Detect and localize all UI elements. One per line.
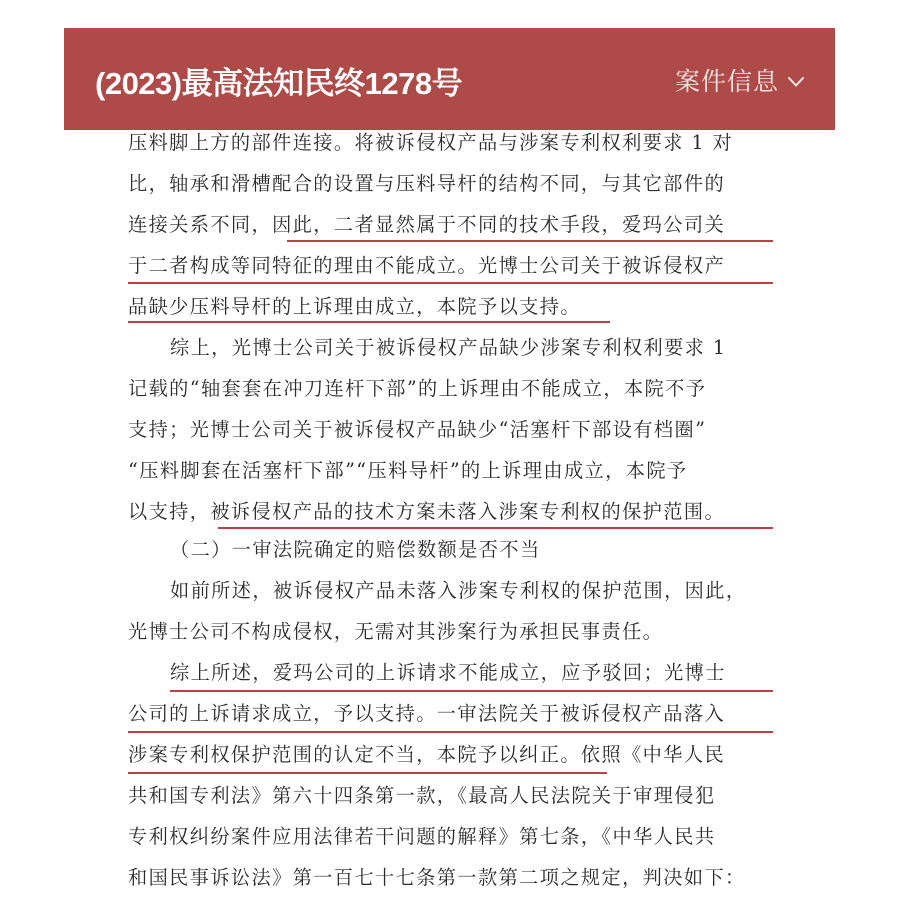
- text-line: 于二者构成等同特征的理由不能成立。光博士公司关于被诉侵权产: [128, 254, 726, 277]
- text-line: 专利权纠纷案件应用法律若干问题的解释》第七条，《中华人民共: [128, 825, 716, 848]
- highlight-underline: [218, 527, 773, 529]
- text-line: 光博士公司不构成侵权，无需对其涉案行为承担民事责任。: [128, 620, 664, 643]
- case-number-title: (2023)最高法知民终1278号: [95, 65, 463, 101]
- case-info-label: 案件信息: [674, 67, 779, 96]
- text-line: 涉案专利权保护范围的认定不当，本院予以纠正。依照《中华人民: [128, 743, 726, 766]
- text-line: 以支持，被诉侵权产品的技术方案未落入涉案专利权的保护范围。: [128, 500, 726, 523]
- text-line: “压料脚套在活塞杆下部”“压料导杆”的上诉理由成立，本院予: [128, 459, 688, 482]
- text-line: 共和国专利法》第六十四条第一款，《最高人民法院关于审理侵犯: [128, 784, 716, 807]
- text-line: 和国民事诉讼法》第一百七十七条第一款第二项之规定，判决如下：: [128, 866, 746, 889]
- highlight-underline: [128, 731, 773, 733]
- text-line: 公司的上诉请求成立，予以支持。一审法院关于被诉侵权产品落入: [128, 702, 726, 725]
- text-line: 连接关系不同，因此，二者显然属于不同的技术手段，爱玛公司关: [128, 213, 726, 236]
- text-line: 综上所述，爱玛公司的上诉请求不能成立，应予驳回；光博士: [170, 661, 726, 684]
- text-line: 品缺少压料导杆的上诉理由成立，本院予以支持。: [128, 295, 581, 318]
- highlight-underline: [170, 690, 773, 692]
- section-heading: （二）一审法院确定的赔偿数额是否不当: [170, 538, 541, 561]
- highlight-underline: [287, 240, 773, 242]
- text-line: 记载的“轴套套在冲刀连杆下部”的上诉理由不能成立，本院不予: [128, 377, 707, 400]
- text-line: 比，轴承和滑槽配合的设置与压料导杆的结构不同，与其它部件的: [128, 172, 726, 195]
- highlight-underline: [128, 772, 607, 774]
- text-line: 如前所述，被诉侵权产品未落入涉案专利权的保护范围，因此，: [170, 579, 747, 602]
- text-line: 支持；光博士公司关于被诉侵权产品缺少“活塞杆下部设有档圈”: [128, 418, 707, 441]
- text-line: 综上，光博士公司关于被诉侵权产品缺少涉案专利权利要求 1: [170, 336, 727, 359]
- case-header-bar: [64, 28, 835, 130]
- case-info-dropdown[interactable]: [675, 62, 805, 98]
- highlight-underline: [128, 321, 610, 323]
- chevron-down-icon: [787, 76, 805, 88]
- highlight-underline: [128, 282, 773, 284]
- text-line: 压料脚上方的部件连接。将被诉侵权产品与涉案专利权利要求 1 对: [128, 131, 734, 154]
